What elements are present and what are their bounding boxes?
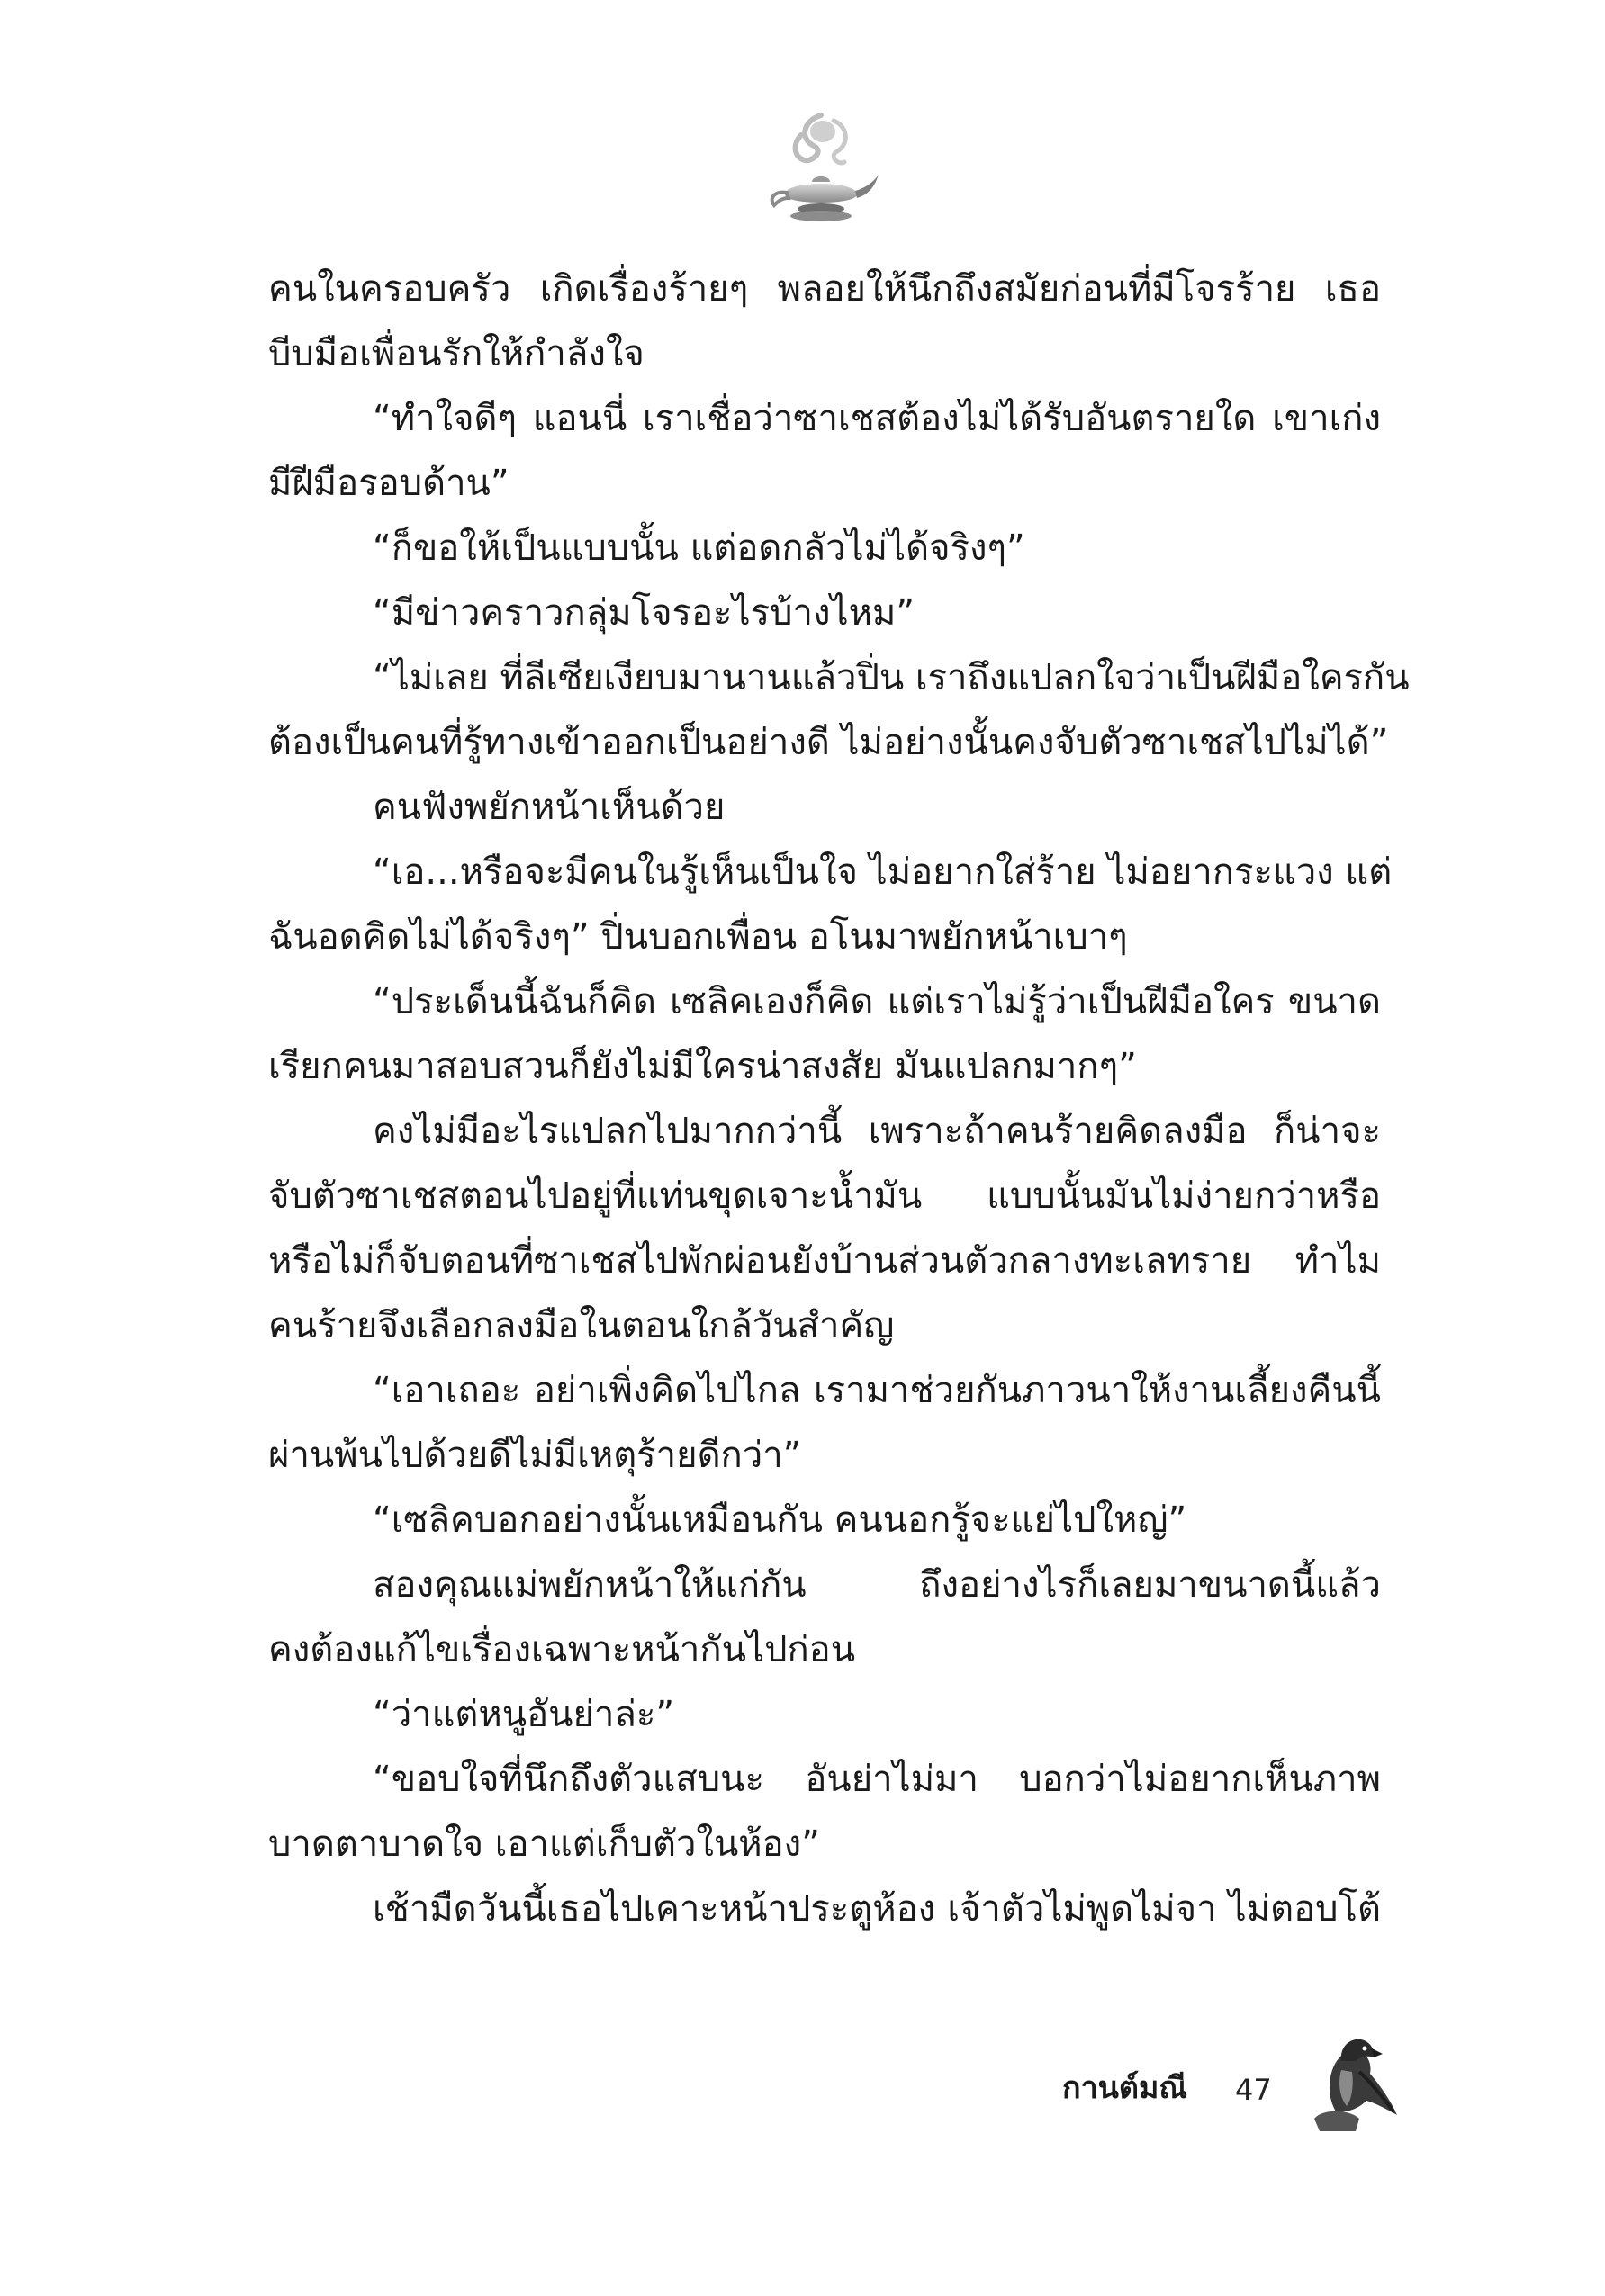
page-number: 47: [1235, 2073, 1272, 2107]
text-line: บาดตาบาดใจ เอาแต่เก็บตัวในห้อง”: [268, 1823, 820, 1865]
text-line: สองคุณแม่พยักหน้าให้แก่กัน ถึงอย่างไรก็เลยมาขนาดนี้แล้ว: [373, 1564, 1381, 1606]
genie-lamp-icon: [758, 108, 884, 234]
text-line: “ว่าแต่หนูอันย่าล่ะ”: [373, 1694, 675, 1735]
text-line: “เซลิคบอกอย่างนั้นเหมือนกัน คนนอกรู้จะแย่ไปใหญ่”: [373, 1499, 1187, 1541]
text-line: คงไม่มีอะไรแปลกไปมากกว่านี้ เพราะถ้าคนร้ายคิดลงมือ ก็น่าจะ: [373, 1111, 1381, 1152]
text-line: คงต้องแก้ไขเรื่องเฉพาะหน้ากันไปก่อน: [268, 1629, 856, 1670]
text-line: “ขอบใจที่นึกถึงตัวแสบนะ อันย่าไม่มา บอกว่าไม่อยากเห็นภาพ: [373, 1759, 1381, 1800]
body-text: [268, 257, 1410, 1941]
text-line: ต้องเป็นคนที่รู้ทางเข้าออกเป็นอย่างดี ไม่อย่างนั้นคงจับตัวซาเชสไปไม่ได้”: [268, 722, 1389, 763]
text-line: “เอาเถอะ อย่าเพิ่งคิดไปไกล เรามาช่วยกันภาวนาให้งานเลี้ยงคืนนี้: [373, 1370, 1381, 1411]
text-line: จับตัวซาเชสตอนไปอยู่ที่แท่นขุดเจาะน้ำมัน แบบนั้นมันไม่ง่ายกว่าหรือ: [268, 1175, 1381, 1217]
text-line: เรียกคนมาสอบสวนก็ยังไม่มีใครน่าสงสัย มันแปลกมากๆ”: [268, 1046, 1137, 1087]
text-line: “ก็ขอให้เป็นแบบนั้น แต่อดกลัวไม่ได้จริงๆ”: [373, 527, 1025, 569]
falcon-icon: [1296, 2025, 1404, 2133]
text-line: มีฝีมือรอบด้าน”: [268, 463, 509, 504]
text-line: หรือไม่ก็จับตอนที่ซาเชสไปพักผ่อนยังบ้านส่วนตัวกลางทะเลทราย ทำไม: [268, 1240, 1381, 1282]
text-line: “ประเด็นนี้ฉันก็คิด เซลิคเองก็คิด แต่เราไม่รู้ว่าเป็นฝีมือใคร ขนาด: [373, 981, 1381, 1022]
running-footer-book-title: กานต์มณี: [1062, 2070, 1187, 2106]
text-line: “มีข่าวคราวกลุ่มโจรอะไรบ้างไหม”: [373, 592, 915, 634]
text-line: คนในครอบครัว เกิดเรื่องร้ายๆ พลอยให้นึกถึงสมัยก่อนที่มีโจรร้าย เธอ: [268, 268, 1381, 310]
text-line: “เอ...หรือจะมีคนในรู้เห็นเป็นใจ ไม่อยากใส่ร้าย ไม่อยากระแวง แต่: [373, 851, 1393, 893]
text-line: “ทำใจดีๆ แอนนี่ เราเชื่อว่าซาเชสต้องไม่ได้รับอันตรายใด เขาเก่ง: [373, 398, 1381, 439]
text-line: “ไม่เลย ที่ลีเซียเงียบมานานแล้วปิ่น เราถึงแปลกใจว่าเป็นฝีมือใครกัน: [373, 657, 1410, 698]
text-line: เช้ามืดวันนี้เธอไปเคาะหน้าประตูห้อง เจ้าตัวไม่พูดไม่จา ไม่ตอบโต้: [373, 1888, 1381, 1930]
text-line: ฉันอดคิดไม่ได้จริงๆ” ปิ่นบอกเพื่อน อโนมาพยักหน้าเบาๆ: [268, 916, 1128, 958]
text-line: บีบมือเพื่อนรักให้กำลังใจ: [268, 333, 645, 374]
text-line: คนร้ายจึงเลือกลงมือในตอนใกล้วันสำคัญ: [268, 1305, 895, 1346]
text-line: ผ่านพ้นไปด้วยดีไม่มีเหตุร้ายดีกว่า”: [268, 1435, 802, 1476]
text-line: คนฟังพยักหน้าเห็นด้วย: [373, 787, 726, 828]
